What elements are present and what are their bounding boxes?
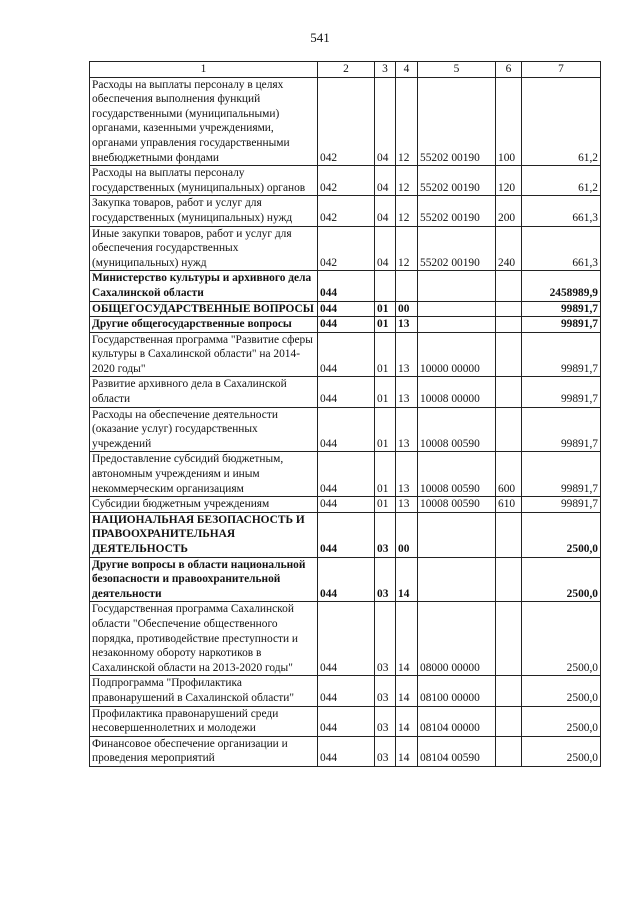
row-name-cell: Развитие архивного дела в Сахалинской области — [90, 377, 318, 407]
row-subsection-cell: 14 — [396, 706, 418, 736]
row-subsection-cell: 13 — [396, 407, 418, 452]
table-row — [90, 77, 601, 166]
column-header: 6 — [496, 62, 522, 78]
row-kind-cell — [496, 676, 522, 706]
row-target-cell: 10008 00000 — [418, 377, 496, 407]
row-target-cell — [418, 317, 496, 333]
row-amount-cell: 99891,7 — [522, 377, 601, 407]
row-code-cell: 044 — [318, 676, 375, 706]
row-kind-cell: 610 — [496, 497, 522, 513]
row-kind-cell: 600 — [496, 452, 522, 497]
row-name-cell: Профилактика правонарушений среди несовершеннолетних и молодежи — [90, 706, 318, 736]
table-row — [90, 512, 601, 557]
row-target-cell: 08104 00000 — [418, 706, 496, 736]
row-code-cell: 044 — [318, 317, 375, 333]
row-name-cell: Государственная программа Сахалинской области "Обеспечение общественного порядка, противодействие преступности и незаконному обороту наркотиков в Сахалинской области на 2013-2020 годы" — [90, 602, 318, 676]
row-subsection-cell: 12 — [396, 77, 418, 166]
row-name-cell: Подпрограмма "Профилактика правонарушений в Сахалинской области" — [90, 676, 318, 706]
column-header: 5 — [418, 62, 496, 78]
row-section-cell: 01 — [375, 377, 396, 407]
row-subsection-cell: 12 — [396, 226, 418, 271]
row-name-cell: ОБЩЕГОСУДАРСТВЕННЫЕ ВОПРОСЫ — [90, 301, 318, 317]
row-name-cell: Другие общегосударственные вопросы — [90, 317, 318, 333]
row-section-cell: 03 — [375, 736, 396, 766]
row-section-cell: 04 — [375, 166, 396, 196]
table-row — [90, 497, 601, 513]
row-amount-cell: 99891,7 — [522, 301, 601, 317]
row-amount-cell: 661,3 — [522, 196, 601, 226]
table-row — [90, 407, 601, 452]
row-code-cell: 044 — [318, 407, 375, 452]
table-row — [90, 557, 601, 602]
row-section-cell: 04 — [375, 196, 396, 226]
row-section-cell: 01 — [375, 301, 396, 317]
row-name-cell: Расходы на выплаты персоналу государственных (муниципальных) органов — [90, 166, 318, 196]
row-code-cell: 042 — [318, 77, 375, 166]
row-kind-cell — [496, 557, 522, 602]
row-target-cell: 55202 00190 — [418, 196, 496, 226]
row-amount-cell: 61,2 — [522, 77, 601, 166]
row-section-cell: 01 — [375, 452, 396, 497]
row-code-cell: 044 — [318, 377, 375, 407]
column-header: 2 — [318, 62, 375, 78]
row-target-cell: 10000 00000 — [418, 332, 496, 377]
table-row — [90, 301, 601, 317]
row-subsection-cell: 13 — [396, 497, 418, 513]
row-target-cell: 10008 00590 — [418, 452, 496, 497]
table-row — [90, 602, 601, 676]
row-target-cell — [418, 557, 496, 602]
row-subsection-cell: 14 — [396, 557, 418, 602]
row-code-cell: 042 — [318, 196, 375, 226]
row-section-cell: 04 — [375, 77, 396, 166]
column-header: 1 — [90, 62, 318, 78]
row-amount-cell: 99891,7 — [522, 497, 601, 513]
row-subsection-cell: 13 — [396, 377, 418, 407]
row-amount-cell: 2500,0 — [522, 602, 601, 676]
row-amount-cell: 2500,0 — [522, 676, 601, 706]
row-amount-cell: 99891,7 — [522, 452, 601, 497]
row-amount-cell: 99891,7 — [522, 407, 601, 452]
row-name-cell: Министерство культуры и архивного дела Сахалинской области — [90, 271, 318, 301]
row-subsection-cell: 13 — [396, 452, 418, 497]
row-kind-cell — [496, 512, 522, 557]
row-name-cell: НАЦИОНАЛЬНАЯ БЕЗОПАСНОСТЬ И ПРАВООХРАНИТЕЛЬНАЯ ДЕЯТЕЛЬНОСТЬ — [90, 512, 318, 557]
row-code-cell: 044 — [318, 271, 375, 301]
row-section-cell: 03 — [375, 557, 396, 602]
row-target-cell: 55202 00190 — [418, 226, 496, 271]
row-target-cell: 08100 00000 — [418, 676, 496, 706]
table-row — [90, 706, 601, 736]
row-code-cell: 044 — [318, 301, 375, 317]
row-target-cell: 08104 00590 — [418, 736, 496, 766]
row-code-cell: 044 — [318, 706, 375, 736]
row-section-cell: 03 — [375, 676, 396, 706]
row-section-cell: 01 — [375, 332, 396, 377]
table-row — [90, 196, 601, 226]
row-code-cell: 044 — [318, 602, 375, 676]
row-subsection-cell: 14 — [396, 736, 418, 766]
row-section-cell: 03 — [375, 512, 396, 557]
row-amount-cell: 2458989,9 — [522, 271, 601, 301]
row-name-cell: Предоставление субсидий бюджетным, автономным учреждениям и иным некоммерческим организациям — [90, 452, 318, 497]
row-subsection-cell: 12 — [396, 196, 418, 226]
row-target-cell: 10008 00590 — [418, 407, 496, 452]
row-kind-cell — [496, 706, 522, 736]
row-code-cell: 044 — [318, 512, 375, 557]
column-header: 4 — [396, 62, 418, 78]
row-kind-cell — [496, 736, 522, 766]
row-kind-cell — [496, 317, 522, 333]
row-subsection-cell: 00 — [396, 301, 418, 317]
row-subsection-cell: 00 — [396, 512, 418, 557]
table-row — [90, 676, 601, 706]
row-kind-cell: 100 — [496, 77, 522, 166]
column-header: 7 — [522, 62, 601, 78]
row-kind-cell: 200 — [496, 196, 522, 226]
row-kind-cell: 120 — [496, 166, 522, 196]
row-name-cell: Иные закупки товаров, работ и услуг для обеспечения государственных (муниципальных) нужд — [90, 226, 318, 271]
budget-table — [89, 61, 601, 767]
row-kind-cell — [496, 271, 522, 301]
row-code-cell: 042 — [318, 226, 375, 271]
row-subsection-cell: 13 — [396, 332, 418, 377]
row-target-cell — [418, 512, 496, 557]
row-name-cell: Расходы на обеспечение деятельности (оказание услуг) государственных учреждений — [90, 407, 318, 452]
row-amount-cell: 99891,7 — [522, 317, 601, 333]
row-name-cell: Закупка товаров, работ и услуг для государственных (муниципальных) нужд — [90, 196, 318, 226]
row-target-cell: 55202 00190 — [418, 77, 496, 166]
row-subsection-cell — [396, 271, 418, 301]
row-amount-cell: 2500,0 — [522, 736, 601, 766]
column-header: 3 — [375, 62, 396, 78]
row-amount-cell: 99891,7 — [522, 332, 601, 377]
row-name-cell: Государственная программа "Развитие сферы культуры в Сахалинской области" на 2014-2020 годы" — [90, 332, 318, 377]
row-target-cell — [418, 271, 496, 301]
row-code-cell: 044 — [318, 736, 375, 766]
table-row — [90, 736, 601, 766]
row-section-cell: 01 — [375, 407, 396, 452]
row-section-cell: 03 — [375, 602, 396, 676]
row-code-cell: 042 — [318, 166, 375, 196]
row-target-cell: 10008 00590 — [418, 497, 496, 513]
table-row — [90, 166, 601, 196]
row-kind-cell — [496, 377, 522, 407]
row-subsection-cell: 13 — [396, 317, 418, 333]
row-section-cell: 01 — [375, 497, 396, 513]
row-section-cell: 03 — [375, 706, 396, 736]
row-code-cell: 044 — [318, 332, 375, 377]
row-kind-cell — [496, 332, 522, 377]
row-target-cell: 55202 00190 — [418, 166, 496, 196]
row-amount-cell: 2500,0 — [522, 557, 601, 602]
row-code-cell: 044 — [318, 452, 375, 497]
row-kind-cell — [496, 407, 522, 452]
row-amount-cell: 2500,0 — [522, 706, 601, 736]
row-target-cell: 08000 00000 — [418, 602, 496, 676]
row-name-cell: Финансовое обеспечение организации и проведения мероприятий — [90, 736, 318, 766]
row-subsection-cell: 12 — [396, 166, 418, 196]
table-header-row — [90, 62, 601, 78]
row-amount-cell: 2500,0 — [522, 512, 601, 557]
row-code-cell: 044 — [318, 497, 375, 513]
row-name-cell: Расходы на выплаты персоналу в целях обеспечения выполнения функций государственными (муниципальными) органами, казенными учреждениями, органами управления государственными внебюджетными фондами — [90, 77, 318, 166]
page-number: 541 — [310, 30, 330, 45]
row-amount-cell: 61,2 — [522, 166, 601, 196]
row-section-cell: 04 — [375, 226, 396, 271]
table-row — [90, 332, 601, 377]
row-kind-cell — [496, 602, 522, 676]
row-name-cell: Субсидии бюджетным учреждениям — [90, 497, 318, 513]
table-row — [90, 226, 601, 271]
row-target-cell — [418, 301, 496, 317]
row-section-cell: 01 — [375, 317, 396, 333]
table-row — [90, 452, 601, 497]
row-subsection-cell: 14 — [396, 602, 418, 676]
table-row — [90, 377, 601, 407]
row-name-cell: Другие вопросы в области национальной безопасности и правоохранительной деятельности — [90, 557, 318, 602]
row-code-cell: 044 — [318, 557, 375, 602]
row-kind-cell — [496, 301, 522, 317]
table-row — [90, 271, 601, 301]
row-section-cell — [375, 271, 396, 301]
row-kind-cell: 240 — [496, 226, 522, 271]
row-subsection-cell: 14 — [396, 676, 418, 706]
table-row — [90, 317, 601, 333]
row-amount-cell: 661,3 — [522, 226, 601, 271]
